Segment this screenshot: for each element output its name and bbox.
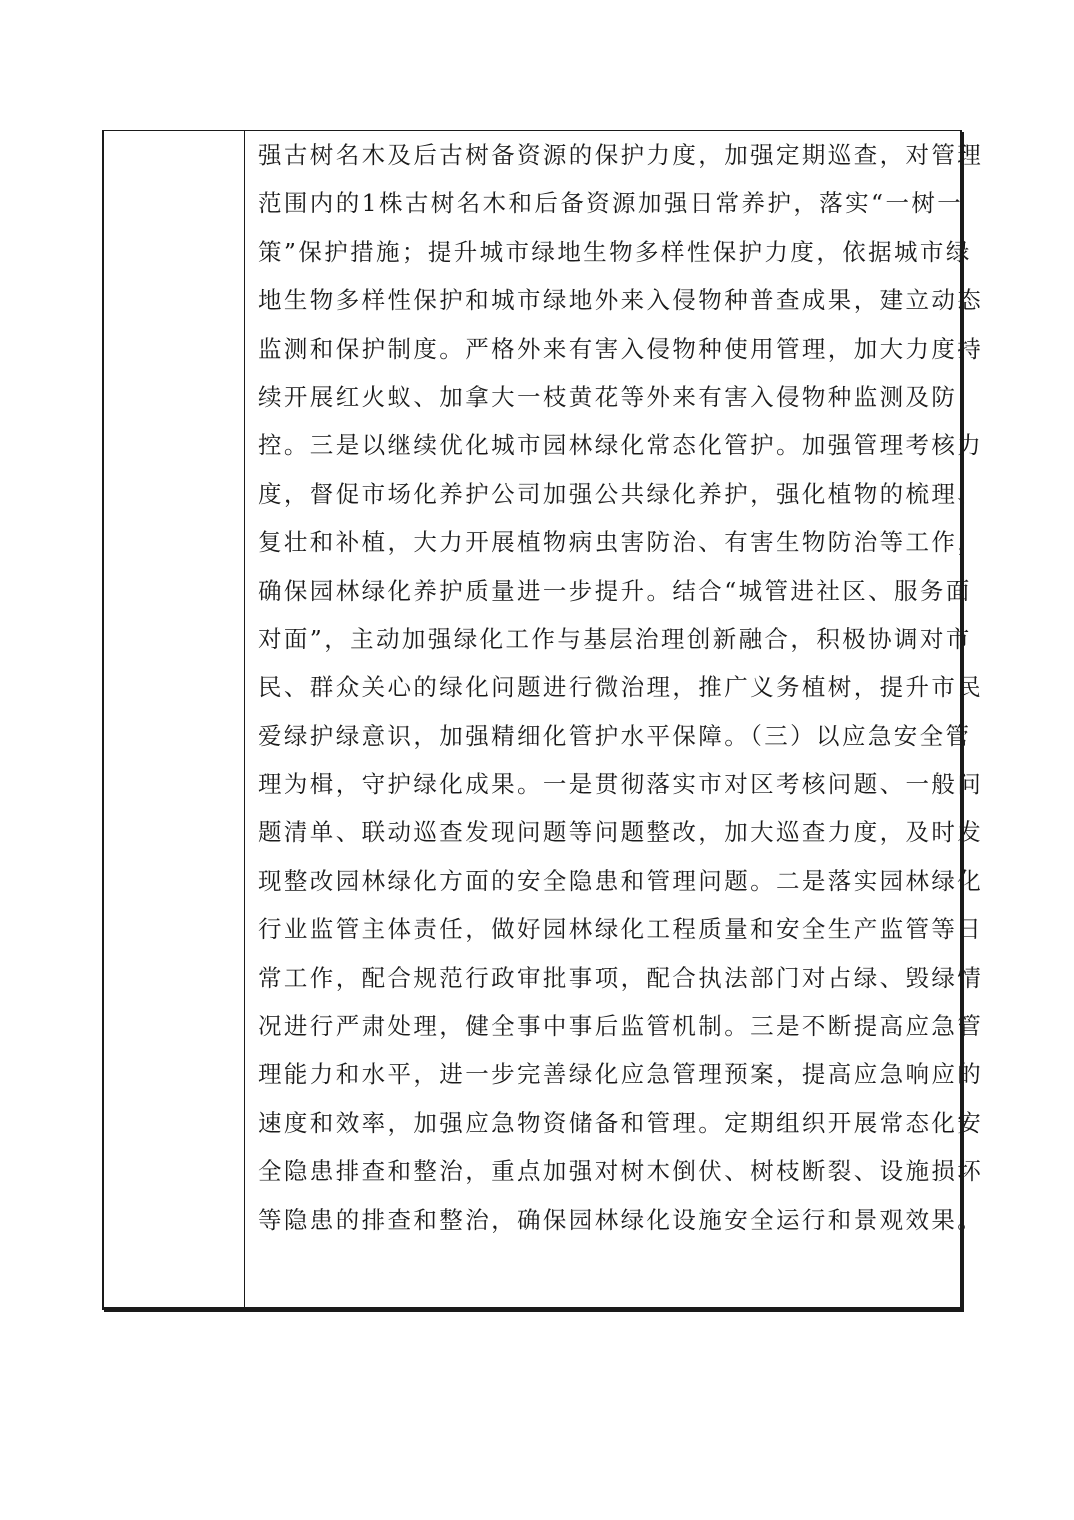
text-line: 全隐患排查和整治，重点加强对树木倒伏、树枝断裂、设施损坏 (258, 1157, 984, 1186)
text-line: 策”保护措施；提升城市绿地生物多样性保护力度，依据城市绿 (258, 237, 972, 266)
text-line: 等隐患的排查和整治，确保园林绿化设施安全运行和景观效果。 (258, 1205, 984, 1234)
text-line: 对面”，主动加强绿化工作与基层治理创新融合，积极协调对市 (258, 624, 972, 653)
text-line: 地生物多样性保护和城市绿地外来入侵物种普查成果，建立动态 (258, 286, 984, 315)
table-body-text (258, 131, 984, 1244)
text-line: 况进行严肃处理，健全事中事后监管机制。三是不断提高应急管 (258, 1012, 984, 1041)
text-line: 理能力和水平，进一步完善绿化应急管理预案，提高应急响应的 (258, 1060, 984, 1089)
text-line: 现整改园林绿化方面的安全隐患和管理问题。二是落实园林绿化 (258, 866, 984, 895)
text-line: 复壮和补植，大力开展植物病虫害防治、有害生物防治等工作， (258, 528, 984, 557)
text-line: 续开展红火蚁、加拿大一枝黄花等外来有害入侵物种监测及防 (258, 382, 958, 411)
text-line: 度，督促市场化养护公司加强公共绿化养护，强化植物的梳理、 (258, 479, 984, 508)
text-line: 爱绿护绿意识，加强精细化管护水平保障。（三）以应急安全管 (258, 721, 972, 750)
text-line: 控。三是以继续优化城市园林绿化常态化管护。加强管理考核力 (258, 431, 984, 460)
text-line: 强古树名木及后古树备资源的保护力度，加强定期巡查，对管理 (258, 141, 984, 169)
text-line: 理为楫，守护绿化成果。一是贯彻落实市对区考核问题、一般问 (258, 770, 984, 799)
text-line: 行业监管主体责任，做好园林绿化工程质量和安全生产监管等日 (258, 915, 984, 944)
table-column-divider (244, 131, 245, 1307)
text-line: 题清单、联动巡查发现问题等问题整改，加大巡查力度，及时发 (258, 818, 984, 847)
text-line: 确保园林绿化养护质量进一步提升。结合“城管进社区、服务面 (258, 576, 972, 605)
table-left-cell (104, 131, 244, 1307)
text-line: 监测和保护制度。严格外来有害入侵物种使用管理，加大力度持 (258, 334, 984, 363)
text-line: 速度和效率，加强应急物资储备和管理。定期组织开展常态化安 (258, 1108, 984, 1137)
content-table (102, 130, 984, 1310)
text-line: 常工作，配合规范行政审批事项，配合执法部门对占绿、毁绿情 (258, 963, 984, 992)
text-line: 范围内的1株古树名木和后备资源加强日常养护，落实“一树一 (258, 189, 964, 218)
text-line: 民、群众关心的绿化问题进行微治理，推广义务植树，提升市民 (258, 673, 984, 702)
